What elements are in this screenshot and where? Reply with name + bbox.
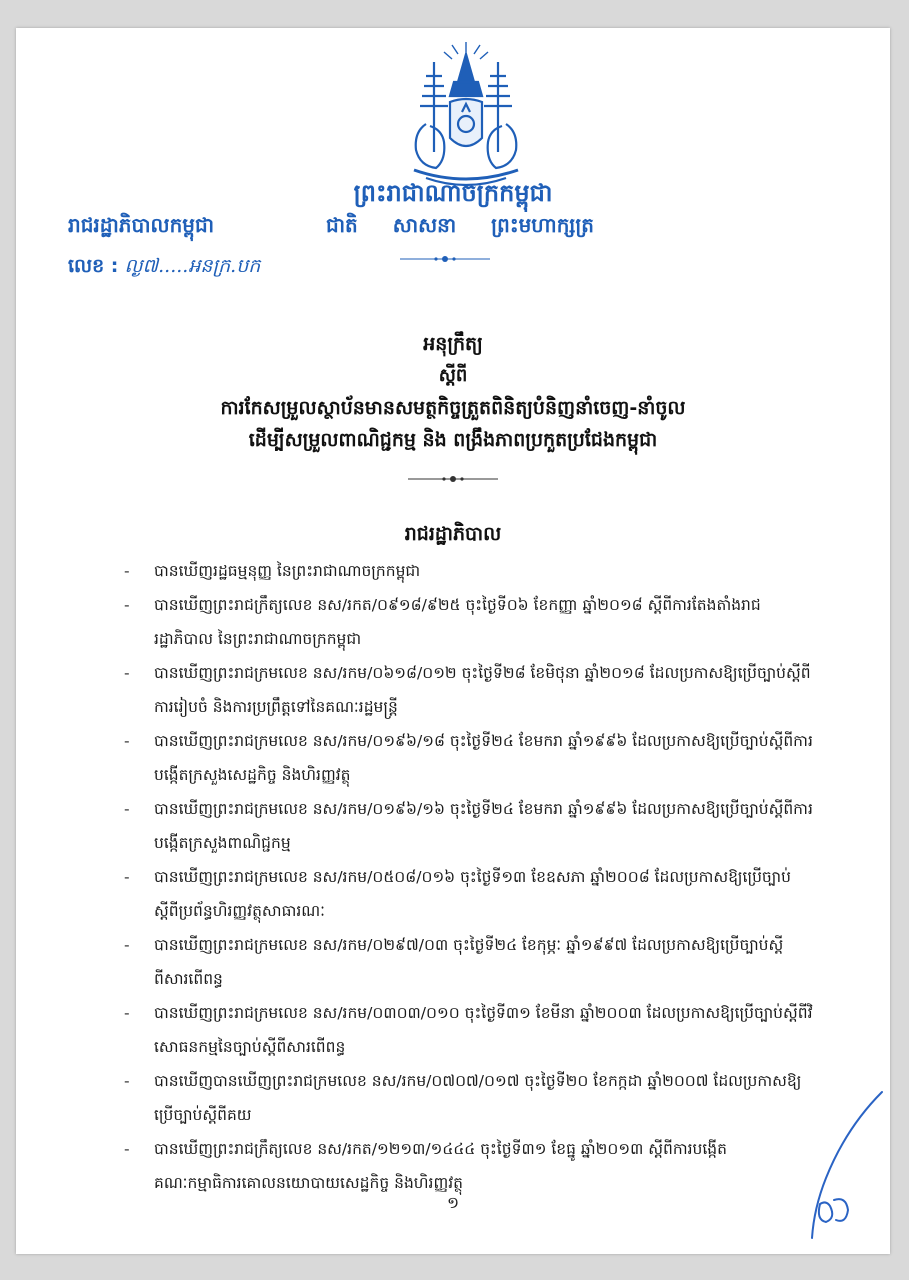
list-item: - បានឃើញព្រះរាជក្រឹត្យលេខ នស/រកត/០៩១៨/៩២៥ ចុះថ្ងៃទី០៦ ខែកញ្ញា ឆ្នាំ២០១៨ ស្តីពីការតែងតាំងរាជរដ្ឋាភិបាល នៃព្រះរាជាណាចក្រកម្ពុជា [124, 588, 814, 656]
recital-list [124, 554, 814, 1200]
reference-value: ល្ង៧.....អនក្រ.បក [124, 255, 261, 277]
motto-religion: សាសនា [392, 213, 457, 237]
ornamental-divider-icon [400, 254, 490, 264]
handwritten-initial-icon [786, 1088, 886, 1248]
reference-number [68, 254, 260, 282]
document-page [16, 28, 890, 1254]
list-item: - បានឃើញព្រះរាជក្រមលេខ នស/រកម/០៣០៣/០១០ ចុះថ្ងៃទី៣១ ខែមីនា ឆ្នាំ២០០៣ ដែលប្រកាសឱ្យប្រើច្បាប់ស្តីពីវិសោធនកម្មនៃច្បាប់ស្តីពីសារពើពន្ធ [124, 996, 814, 1064]
list-item: - បានឃើញព្រះរាជក្រឹត្យលេខ នស/រកត/១២១៣/១៤៤៤ ចុះថ្ងៃទី៣១ ខែធ្នូ ឆ្នាំ២០១៣ ស្តីពីការបង្កើតគណៈកម្មាធិការគោលនយោបាយសេដ្ឋកិច្ច និងហិរញ្ញវត្ថុ [124, 1132, 814, 1200]
list-item: - បានឃើញព្រះរាជក្រមលេខ នស/រកម/០១៩៦/១៦ ចុះថ្ងៃទី២៤ ខែមករា ឆ្នាំ១៩៩៦ ដែលប្រកាសឱ្យប្រើច្បាប់ស្តីពីការបង្កើតក្រសួងពាណិជ្ជកម្ម [124, 792, 814, 860]
national-motto [326, 212, 646, 242]
section-heading: រាជរដ្ឋាភិបាល [404, 523, 502, 545]
list-item: - បានឃើញព្រះរាជក្រមលេខ នស/រកម/០១៩៦/១៨ ចុះថ្ងៃទី២៤ ខែមករា ឆ្នាំ១៩៩៦ ដែលប្រកាសឱ្យប្រើច្បាប់ស្តីពីការបង្កើតក្រសួងសេដ្ឋកិច្ច និងហិរញ្ញវត្ថុ [124, 724, 814, 792]
document-title [16, 328, 890, 456]
list-item: - បានឃើញព្រះរាជក្រមលេខ នស/រកម/០២៩៧/០៣ ចុះថ្ងៃទី២៤ ខែកុម្ភៈ ឆ្នាំ១៩៩៧ ដែលប្រកាសឱ្យប្រើច្បាប់ស្តីពីសារពើពន្ធ [124, 928, 814, 996]
ornamental-divider-icon [408, 474, 498, 484]
title-line-2: ដើម្បីសម្រួលពាណិជ្ជកម្ម និង ពង្រឹងភាពប្រកួតប្រជែងកម្ពុជា [248, 429, 658, 451]
title-line-1: ការកែសម្រួលស្ថាប័នមានសមត្ថកិច្ចត្រួតពិនិត្យបំនិញនាំចេញ-នាំចូល [220, 397, 686, 419]
page-number: ១ [446, 1193, 460, 1212]
government-name: រាជរដ្ឋាភិបាលកម្ពុជា [68, 213, 214, 237]
motto-nation: ជាតិ [326, 213, 358, 237]
list-item: - បានឃើញព្រះរាជក្រមលេខ នស/រកម/០៦១៨/០១២ ចុះថ្ងៃទី២៨ ខែមិថុនា ឆ្នាំ២០១៨ ដែលប្រកាសឱ្យប្រើច្បាប់ស្តីពីការរៀបចំ និងការប្រព្រឹត្តទៅនៃគណៈរដ្ឋមន្ត្រី [124, 656, 814, 724]
list-item: - បានឃើញរដ្ឋធម្មនុញ្ញ នៃព្រះរាជាណាចក្រកម្ពុជា [124, 554, 814, 588]
document-type: អនុក្រឹត្យ [423, 333, 483, 355]
motto-king: ព្រះមហាក្សត្រ [491, 213, 595, 237]
list-item: - បានឃើញបានឃើញព្រះរាជក្រមលេខ នស/រកម/០៧០៧/០១៧ ចុះថ្ងៃទី២០ ខែកក្កដា ឆ្នាំ២០០៧ ដែលប្រកាសឱ្យប្រើច្បាប់ស្តីពីគយ [124, 1064, 814, 1132]
title-about: ស្តីពី [438, 365, 468, 386]
reference-label: លេខ : [68, 255, 119, 277]
royal-arms-emblem-icon [396, 42, 536, 192]
list-item: - បានឃើញព្រះរាជក្រមលេខ នស/រកម/០៥០៨/០១៦ ចុះថ្ងៃទី១៣ ខែឧសភា ឆ្នាំ២០០៨ ដែលប្រកាសឱ្យប្រើច្បាប់ស្តីពីប្រព័ន្ធហិរញ្ញវត្ថុសាធារណៈ [124, 860, 814, 928]
kingdom-title: ព្រះរាជាណាចក្រកម្ពុជា [353, 179, 553, 207]
